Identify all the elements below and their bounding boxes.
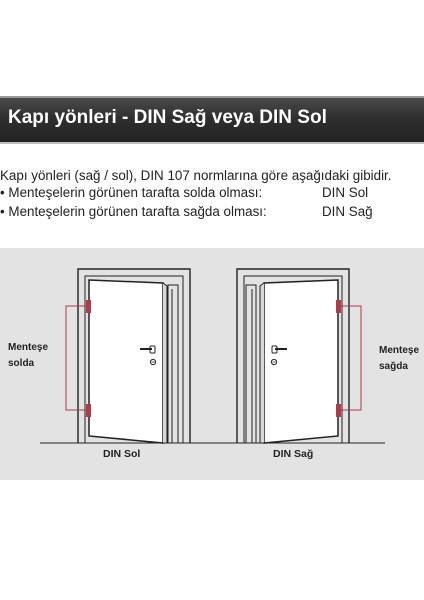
caption-din-sag: DIN Sağ xyxy=(273,448,314,460)
description-item-text: • Menteşelerin görünen tarafta sağda olması: xyxy=(0,204,267,219)
caption-din-sol: DIN Sol xyxy=(103,448,141,460)
description-intro: Kapı yönleri (sağ / sol), DIN 107 normlarına göre aşağıdaki gibidir. xyxy=(0,168,392,183)
din-sag-door xyxy=(237,269,349,443)
description-item-value: DIN Sol xyxy=(322,185,369,200)
page-title: Kapı yönleri - DIN Sağ veya DIN Sol xyxy=(8,107,327,128)
din-sol-door xyxy=(78,269,190,443)
hinge-label-left: Menteşe solda xyxy=(8,342,49,369)
hinge-label-right: Menteşe sağda xyxy=(379,345,420,372)
description-item-value: DIN Sağ xyxy=(322,204,373,219)
description-item-text: • Menteşelerin görünen tarafta solda olması: xyxy=(0,185,263,200)
